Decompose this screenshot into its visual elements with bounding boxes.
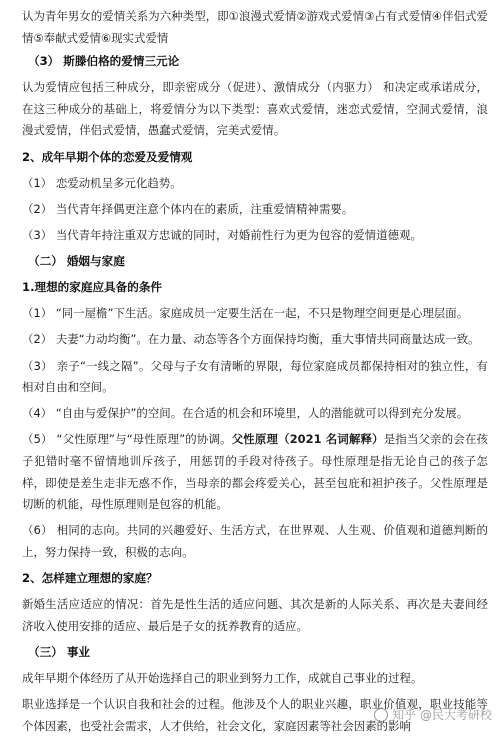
watermark-text: 知乎 @民大考研校 bbox=[392, 708, 492, 722]
list-item-family-5-lead: （5） “父性原理”与“母性原理”的协调。 bbox=[22, 432, 232, 447]
list-item-family-2: （2） 夫妻“力动均衡”。在力量、动态等各个方面保持均衡，重大事情共同商量达成一致。 bbox=[22, 332, 480, 347]
list-item-family-6: （6） 相同的志向。共同的兴趣爱好、生活方式，在世界观、人生观、价值观和道德判断的上，努力保持一致，积极的志向。 bbox=[22, 523, 488, 560]
list-item-love-2: （2） 当代青年择偶更注意个体内在的素质，注重爱情精神需要。 bbox=[22, 201, 354, 216]
paragraph-newlywed-adaptation: 新婚生活应适应的情况：首先是性生活的适应问题、其次是新的人际关系、再次是夫妻间经济收入使用安排的适应、最后是子女的抚养教育的适应。 bbox=[22, 597, 488, 633]
paragraph-love-components: 认为爱情应包括三种成分，即亲密成分（促进）、激情成分（内驱力） 和决定或承诺成分，在这三种成分的基础上，将爱情分为以下类型：喜欢式爱情，迷恋式爱情，空洞式爱情，浪漫式爱情，伴侣式爱情，愚蠢式爱情，完美式爱情。 bbox=[22, 80, 488, 138]
zhihu-logo-icon bbox=[374, 708, 388, 722]
term-father-principle: 父性原理（2021 名词解释） bbox=[231, 432, 384, 447]
heading-early-adulthood-love: 2、成年早期个体的恋爱及爱情观 bbox=[22, 149, 193, 164]
paragraph-love-types: 认为青年男女的爱情关系为六种类型，即①浪漫式爱情②游戏式爱情③占有式爱情④伴侣式爱情⑤奉献式爱情⑥现实式爱情 bbox=[22, 9, 488, 45]
list-item-love-1: （1） 恋爱动机呈多元化趋势。 bbox=[22, 175, 182, 190]
heading-marriage-family: （二） 婚姻与家庭 bbox=[28, 254, 125, 269]
heading-ideal-family-conditions: 1.理想的家庭应具备的条件 bbox=[22, 280, 163, 295]
paragraph-career-process: 成年早期个体经历了从开始选择自己的职业到努力工作，成就自己事业的过程。 bbox=[22, 671, 423, 685]
paragraph-career-choice: 职业选择是一个认识自我和社会的过程。他涉及个人的职业兴趣，职业价值观，职业技能等个体因素，也受社会需求，人才供给，社会文化，家庭因素等社会因素的影响 bbox=[22, 697, 488, 733]
document-page bbox=[22, 6, 488, 742]
list-item-family-4: （4） “自由与爱保护”的空间。在合适的机会和环境里，人的潜能就可以得到充分发展。 bbox=[22, 406, 469, 421]
heading-career: （三） 事业 bbox=[28, 645, 91, 659]
heading-build-ideal-family: 2、怎样建立理想的家庭？ bbox=[22, 571, 158, 586]
heading-sternberg-triangle: （3） 斯滕伯格的爱情三元论 bbox=[28, 54, 180, 69]
list-item-family-3: （3） 亲子“一线之隔”。父母与子女有清晰的界限，每位家庭成员都保持相对的独立性，有相对自由和空间。 bbox=[22, 358, 488, 395]
watermark bbox=[374, 706, 492, 723]
list-item-family-5 bbox=[22, 429, 488, 515]
list-item-love-3: （3） 当代青年持注重双方忠诚的同时，对婚前性行为更为包容的爱情道德观。 bbox=[22, 227, 422, 242]
list-item-family-5-body: 是指当父亲的会在孩子犯错时毫不留情地训斥孩子，用惩罚的手段对待孩子。母性原理是指无论自己的孩子怎样，即使是差生走非无惑不作，当母亲的都会疼爱关心，甚至包庇和袒护孩子。父性原理是切断的机能，母性原理则是包容的机能。 bbox=[22, 432, 488, 512]
list-item-family-1: （1） “同一屋檐”下生活。家庭成员一定要生活在一起，不只是物理空间更是心理层面。 bbox=[22, 306, 469, 321]
